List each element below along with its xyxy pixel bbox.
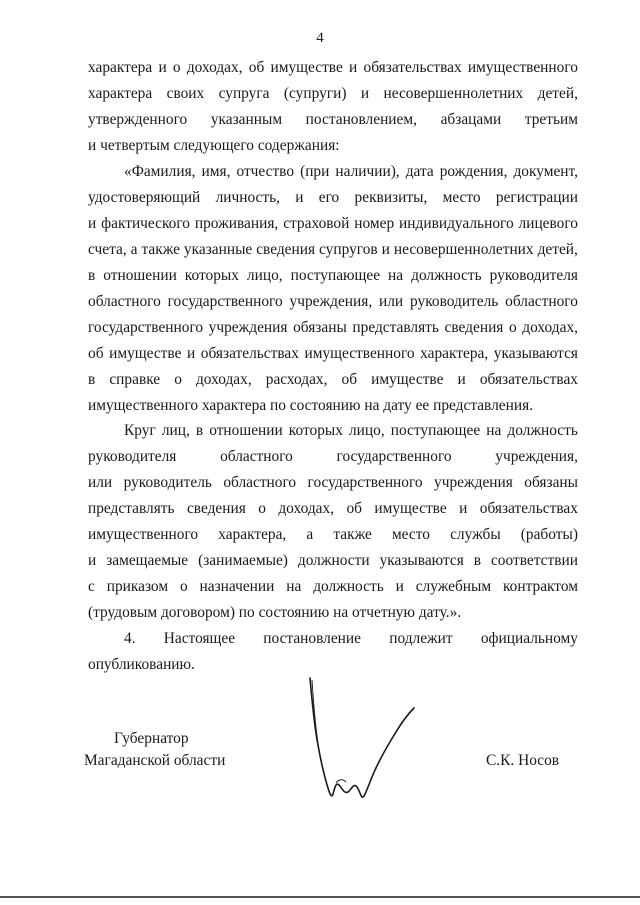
signatory-position-line1: Губернатор <box>114 730 189 747</box>
text-line: характера своих супруга (супруги) и несовершеннолетних детей, <box>88 85 578 102</box>
text-line: характера и о доходах, об имуществе и обязательствах имущественного <box>88 59 578 76</box>
text-line: об имуществе и обязательствах имущественного характера, указываются <box>88 345 578 362</box>
text-line: областного государственного учреждения, или руководитель областного <box>88 293 578 310</box>
text-line: в справке о доходах, расходах, об имуществе и обязательствах <box>88 371 578 388</box>
text-line: удостоверяющий личность, и его реквизиты, место регистрации <box>88 189 578 206</box>
signatory-position <box>84 728 225 772</box>
text-line: и фактического проживания, страховой номер индивидуального лицевого <box>88 215 578 232</box>
page-bottom-edge <box>0 896 640 898</box>
text-line: имущественного характера, а также место службы (работы) <box>88 526 578 543</box>
page-number: 4 <box>316 30 324 46</box>
text-line: 4. Настоящее постановление подлежит официальному <box>124 630 578 647</box>
signatory-position-line2: Магаданской области <box>84 752 226 769</box>
text-line: государственного учреждения обязаны представлять сведения о доходах, <box>88 319 578 336</box>
text-line: Круг лиц, в отношении которых лицо, поступающее на должность <box>124 422 578 439</box>
text-line: руководителя областного государственного учреждения, <box>88 448 578 465</box>
text-line: счета, а также указанные сведения супругов и несовершеннолетних детей, <box>88 241 578 258</box>
text-line: имущественного характера по состоянию на дату ее представления. <box>88 397 534 414</box>
text-line: (трудовым договором) по состоянию на отчетную дату.». <box>88 604 462 621</box>
text-line: утвержденного указанным постановлением, абзацами третьим <box>88 111 578 128</box>
text-line: «Фамилия, имя, отчество (при наличии), дата рождения, документ, <box>124 163 578 180</box>
signatory-name: С.К. Носов <box>486 752 560 769</box>
handwritten-signature-icon <box>296 670 436 820</box>
text-line: опубликованию. <box>88 656 195 673</box>
text-line: и четвертым следующего содержания: <box>88 137 340 154</box>
text-line: или руководитель областного государственного учреждения обязаны <box>88 474 578 491</box>
text-line: и замещаемые (занимаемые) должности указываются в соответствии <box>88 552 578 569</box>
text-line: представлять сведения о доходах, об имуществе и обязательствах <box>88 500 578 517</box>
text-line: с приказом о назначении на должность и служебным контрактом <box>88 578 578 595</box>
text-line: в отношении которых лицо, поступающее на должность руководителя <box>88 267 578 284</box>
